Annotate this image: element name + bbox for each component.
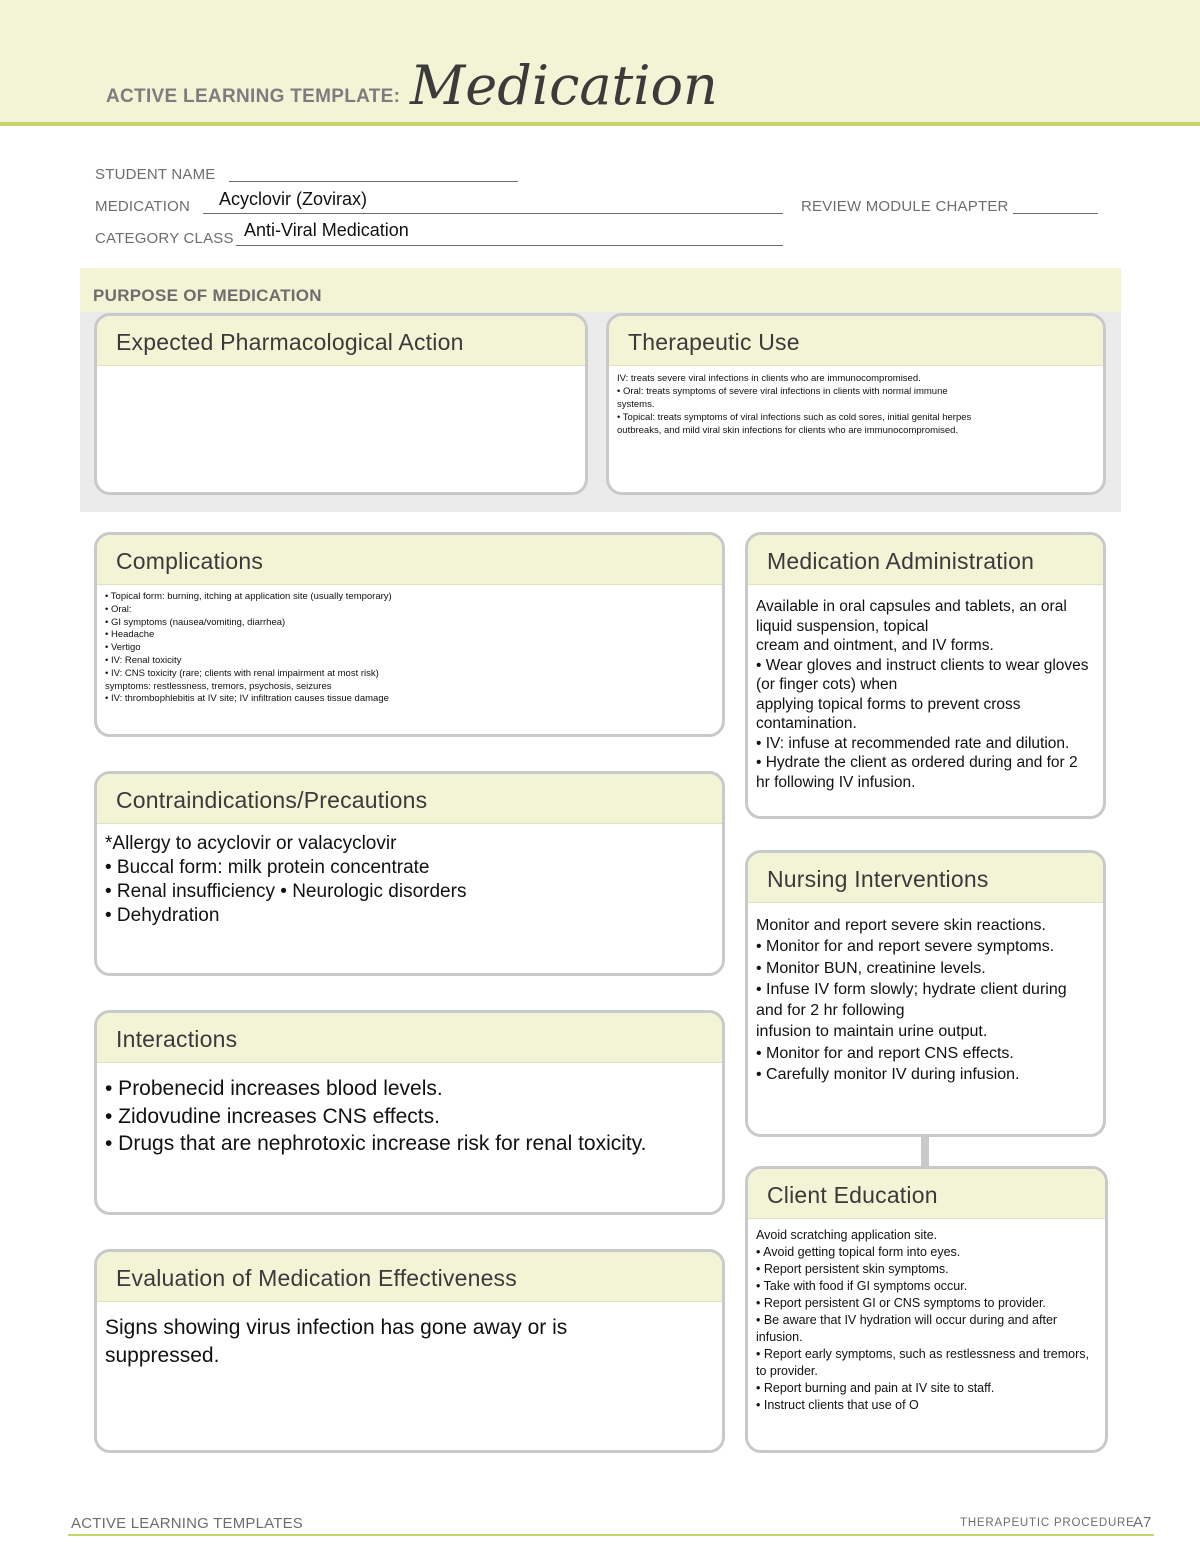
therapeutic-use-title: Therapeutic Use <box>609 316 1103 366</box>
template-label: ACTIVE LEARNING TEMPLATE: <box>106 86 401 107</box>
client-education-title: Client Education <box>748 1169 1105 1219</box>
complications-item: • Headache <box>105 629 155 641</box>
review-module-label: REVIEW MODULE CHAPTER <box>801 198 1009 215</box>
section-connector <box>921 1136 929 1166</box>
client-education-item: • Avoid getting topical form into eyes. <box>756 1245 961 1259</box>
complications-item: • Vertigo <box>105 642 141 654</box>
medication-administration-item: • Hydrate the client as ordered during and for 2 hr following IV infusion. <box>756 754 1078 791</box>
expected-action-title: Expected Pharmacological Action <box>97 316 585 366</box>
contraindications-title: Contraindications/Precautions <box>97 774 722 824</box>
medication-line <box>203 213 783 214</box>
nursing-interventions-item: • Monitor BUN, creatinine levels. <box>756 959 986 977</box>
nursing-interventions-item: • Infuse IV form slowly; hydrate client during and for 2 hr following <box>756 980 1067 1020</box>
nursing-interventions-item: infusion to maintain urine output. <box>756 1023 988 1041</box>
complications-item: • IV: Renal toxicity <box>105 654 182 666</box>
client-education-item: • Report burning and pain at IV site to staff. <box>756 1381 995 1395</box>
nursing-interventions-title: Nursing Interventions <box>748 853 1103 903</box>
complications-body[interactable] <box>97 585 722 712</box>
nursing-interventions-item: • Monitor for and report severe symptoms. <box>756 938 1055 956</box>
interactions-item: • Drugs that are nephrotoxic increase risk for renal toxicity. <box>105 1132 647 1155</box>
category-class-field[interactable]: Anti-Viral Medication <box>244 220 409 240</box>
contraindications-item: • Buccal form: milk protein concentrate <box>105 857 430 878</box>
complications-item: • Oral: <box>105 603 132 615</box>
therapeutic-use-item: IV: treats severe viral infections in clients who are immunocompromised. <box>617 373 921 384</box>
client-education-item: Avoid scratching application site. <box>756 1228 938 1242</box>
evaluation-body[interactable] <box>97 1302 722 1375</box>
contraindications-body[interactable] <box>97 824 722 934</box>
complications-item: • Topical form: burning, itching at application site (usually temporary) <box>105 591 392 602</box>
interactions-title: Interactions <box>97 1013 722 1063</box>
contraindications-card <box>94 771 725 976</box>
medication-administration-body[interactable] <box>748 585 1103 798</box>
review-module-line <box>1013 213 1098 214</box>
medication-administration-item: • Wear gloves and instruct clients to wear gloves (or finger cots) when <box>756 656 1089 693</box>
contraindications-item: *Allergy to acyclovir or valacyclovir <box>105 833 397 854</box>
client-education-card <box>745 1166 1108 1453</box>
purpose-label: PURPOSE OF MEDICATION <box>93 286 322 305</box>
client-education-item: • Report early symptoms, such as restlessness and tremors, to provider. <box>756 1347 1089 1378</box>
interactions-item: • Probenecid increases blood levels. <box>105 1077 443 1100</box>
contraindications-item: • Dehydration <box>105 905 220 926</box>
category-class-label: CATEGORY CLASS <box>95 230 234 247</box>
medication-administration-item: cream and ointment, and IV forms. <box>756 637 994 654</box>
therapeutic-use-item: • Oral: treats symptoms of severe viral infections in clients with normal immune systems. <box>617 386 948 410</box>
complications-item: • GI symptoms (nausea/vomiting, diarrhea) <box>105 616 286 628</box>
footer-rule <box>68 1534 1154 1536</box>
footer-section: THERAPEUTIC PROCEDURE <box>960 1517 1135 1529</box>
header-rule <box>0 122 1200 126</box>
medication-administration-card <box>745 532 1106 819</box>
nursing-interventions-item: • Monitor for and report CNS effects. <box>756 1044 1014 1062</box>
interactions-card <box>94 1010 725 1215</box>
contraindications-item: • Renal insufficiency • Neurologic disorders <box>105 881 467 902</box>
page-title: Medication <box>410 54 718 117</box>
nursing-interventions-card <box>745 850 1106 1137</box>
client-education-item: • Take with food if GI symptoms occur. <box>756 1279 968 1293</box>
client-education-item: • Report persistent skin symptoms. <box>756 1262 949 1276</box>
expected-action-body[interactable] <box>97 366 585 378</box>
nursing-interventions-body[interactable] <box>748 903 1103 1091</box>
client-education-item: • Instruct clients that use of O <box>756 1398 919 1412</box>
therapeutic-use-item: • Topical: treats symptoms of viral infections such as cold sores, initial genital herpes outbreaks, and mild viral skin infections for clients who are immunocompromised. <box>617 412 972 436</box>
evaluation-title: Evaluation of Medication Effectiveness <box>97 1252 722 1302</box>
evaluation-card <box>94 1249 725 1453</box>
nursing-interventions-item: • Carefully monitor IV during infusion. <box>756 1066 1020 1084</box>
complications-title: Complications <box>97 535 722 585</box>
category-class-line <box>236 245 783 246</box>
medication-administration-item: applying topical forms to prevent cross contamination. <box>756 695 1021 732</box>
evaluation-item: Signs showing virus infection has gone away or is suppressed. <box>105 1316 568 1367</box>
page-number: A7 <box>1133 1514 1152 1531</box>
medication-administration-title: Medication Administration <box>748 535 1103 585</box>
client-education-item: • Report persistent GI or CNS symptoms to provider. <box>756 1296 1046 1310</box>
student-name-line <box>229 181 518 182</box>
medication-administration-item: • IV: infuse at recommended rate and dilution. <box>756 734 1070 752</box>
interactions-item: • Zidovudine increases CNS effects. <box>105 1104 440 1128</box>
complications-item: symptoms: restlessness, tremors, psychosis, seizures <box>105 680 332 692</box>
medication-administration-item: Available in oral capsules and tablets, an oral liquid suspension, topical <box>756 598 1067 635</box>
complications-item: • IV: thrombophlebitis at IV site; IV infiltration causes tissue damage <box>105 693 389 705</box>
client-education-body[interactable] <box>748 1219 1105 1420</box>
complications-card <box>94 532 725 737</box>
therapeutic-use-card <box>606 313 1106 495</box>
client-education-item: • Be aware that IV hydration will occur during and after infusion. <box>756 1313 1058 1344</box>
therapeutic-use-body[interactable] <box>609 366 1103 443</box>
expected-action-card <box>94 313 588 495</box>
medication-field[interactable]: Acyclovir (Zovirax) <box>219 189 368 209</box>
student-name-label: STUDENT NAME <box>95 166 216 183</box>
interactions-body[interactable] <box>97 1063 722 1164</box>
complications-item: • IV: CNS toxicity (rare; clients with renal impairment at most risk) <box>105 667 379 679</box>
nursing-interventions-item: Monitor and report severe skin reactions. <box>756 917 1046 934</box>
footer-title: ACTIVE LEARNING TEMPLATES <box>71 1515 303 1532</box>
medication-label: MEDICATION <box>95 198 191 215</box>
